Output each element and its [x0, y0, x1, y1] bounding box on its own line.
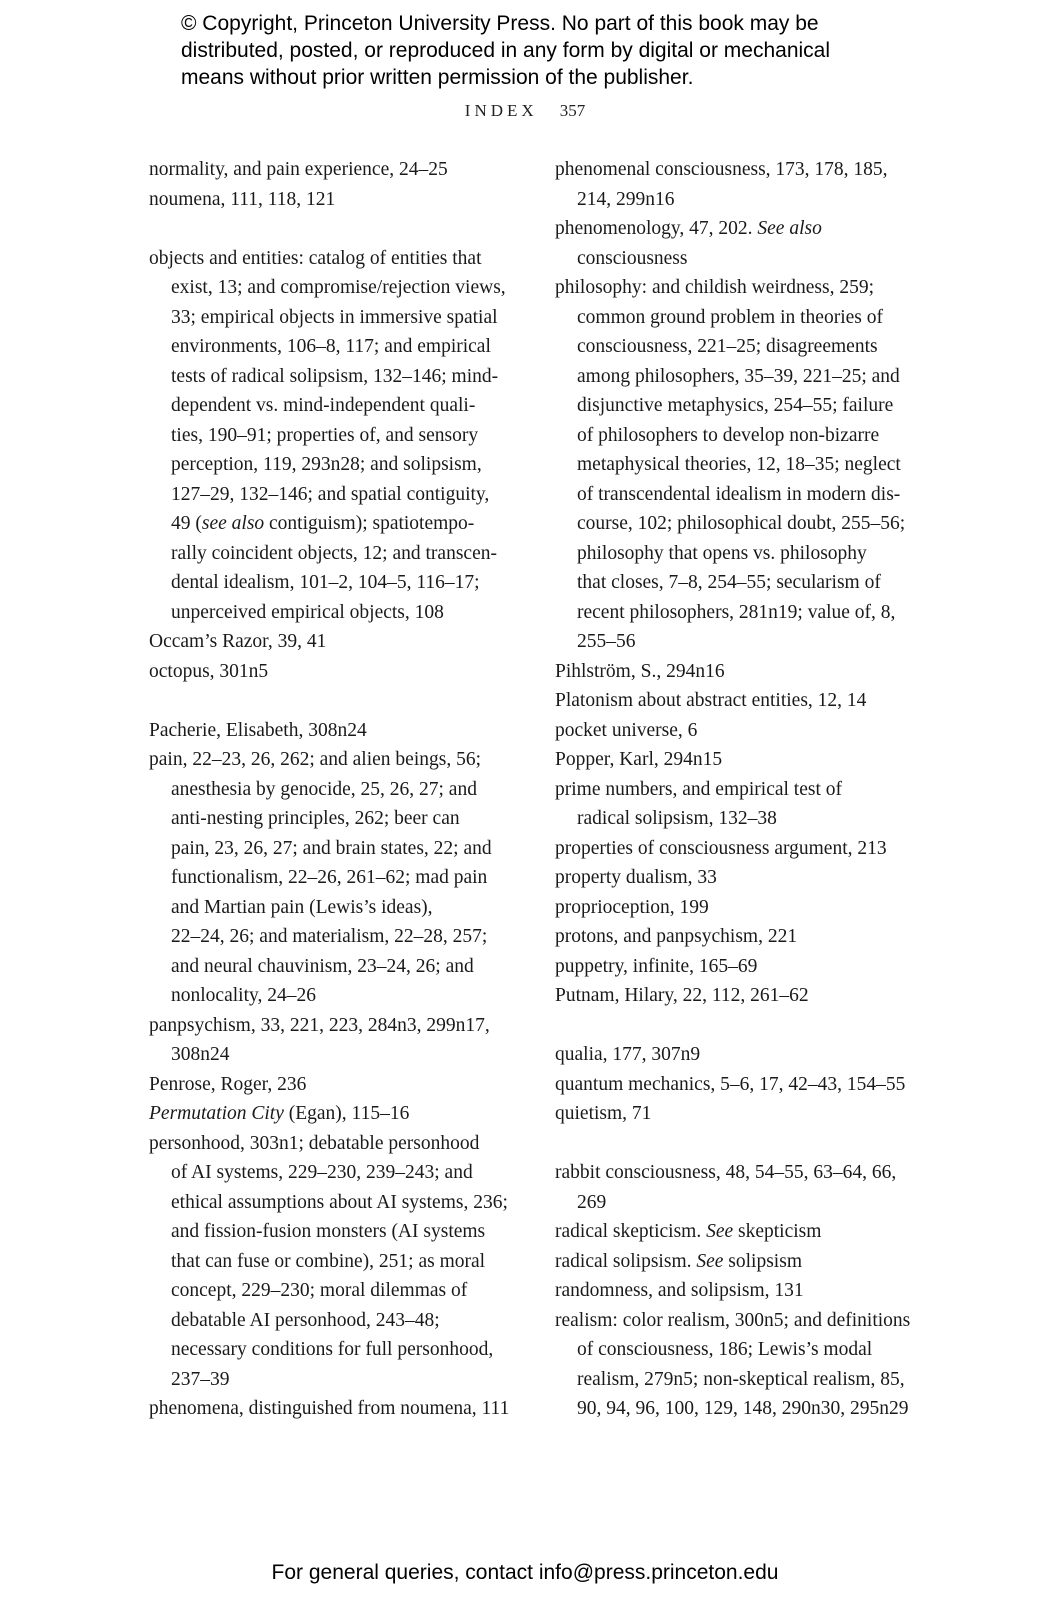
- index-entry: Platonism about abstract entities, 12, 14: [555, 690, 867, 711]
- index-entry: prime numbers, and empirical test of radical solipsism, 132–38: [555, 778, 842, 829]
- index-entry: realism: color realism, 300n5; and definitions of consciousness, 186; Lewis’s modal realism, 279n5; non-skeptical realism, 85, 90, 94, 96, 100, 129, 148, 290n30, 295n29: [555, 1309, 911, 1419]
- letter-group-gap: [149, 214, 523, 244]
- index-entry: radical solipsism. See solipsism: [555, 1250, 802, 1272]
- index-entry: radical skepticism. See skepticism: [555, 1221, 822, 1242]
- index-entry: phenomenology, 47, 202. See also consciousness: [555, 218, 822, 269]
- footer-contact: For general queries, contact info@press.princeton.edu: [271, 1561, 779, 1584]
- index-entry: protons, and panpsychism, 221: [555, 926, 798, 947]
- index-entry: quietism, 71: [555, 1103, 652, 1124]
- index-column-left: [149, 155, 523, 1424]
- index-entry: quantum mechanics, 5–6, 17, 42–43, 154–55: [555, 1073, 906, 1095]
- index-entry: puppetry, infinite, 165–69: [555, 955, 758, 977]
- letter-group-gap: [555, 1011, 930, 1041]
- index-entry: philosophy: and childish weirdness, 259; common ground problem in theories of consciousness, 221–25; disagreements among philosophers, 35–39, 221–25; and disjunctive metaphysics, 254–55; failure of philosophers to develop non-bizarre metaphysical theories, 12, 18–35; neglect of transcendental idealism in modern dis- course, 102; philosophical doubt, 255–56; philosophy that opens vs. philosophy that closes, 7–8, 254–55; secularism of recent philosophers, 281n19; value of, 8, 255–56: [555, 277, 906, 652]
- index-entry: Pihlström, S., 294n16: [555, 660, 725, 682]
- letter-group-gap: [555, 1129, 930, 1159]
- index-entry: properties of consciousness argument, 213: [555, 837, 887, 859]
- index-entry: Pacherie, Elisabeth, 308n24: [149, 719, 367, 741]
- index-entry: octopus, 301n5: [149, 660, 269, 682]
- index-entry: objects and entities: catalog of entities that exist, 13; and compromise/rejection views, 33; empirical objects in immersive spatial environments, 106–8, 117; and empirical tests of radical solipsism, 132–146; mind- dependent vs. mind-independent quali- ties, 190–91; properties of, and sensory perception, 119, 293n28; and solipsism, 127–29, 132–146; and spatial contiguity, 49 (see also contiguism); spatiotempo- rally coincident objects, 12; and transcen- dental idealism, 101–2, 104–5, 116–17; unperceived empirical objects, 108: [149, 247, 506, 623]
- index-entry: panpsychism, 33, 221, 223, 284n3, 299n17, 308n24: [149, 1014, 490, 1065]
- index-entry: phenomenal consciousness, 173, 178, 185, 214, 299n16: [555, 159, 888, 210]
- index-entry: pocket universe, 6: [555, 719, 698, 741]
- index-entry: noumena, 111, 118, 121: [149, 188, 336, 210]
- copyright-line-3: means without prior written permission of the publisher.: [181, 66, 694, 89]
- index-entry: proprioception, 199: [555, 896, 709, 918]
- index-entry: personhood, 303n1; debatable personhood of AI systems, 229–230, 239–243; and ethical assumptions about AI systems, 236; and fission-fusion monsters (AI systems that can fuse or combine), 251; as moral concept, 229–230; moral dilemmas of debatable AI personhood, 243–48; necessary conditions for full personhood, 237–39: [149, 1132, 508, 1390]
- index-entry: Popper, Karl, 294n15: [555, 749, 723, 770]
- copyright-line-1: © Copyright, Princeton University Press. No part of this book may be: [181, 12, 819, 35]
- index-entry: phenomena, distinguished from noumena, 111: [149, 1398, 510, 1419]
- index-column-right: [555, 155, 930, 1424]
- letter-group-gap: [149, 686, 523, 716]
- running-head: [0, 101, 1050, 121]
- running-head-title: INDEX: [464, 101, 538, 120]
- page-number: 357: [559, 101, 586, 120]
- copyright-notice: [181, 10, 901, 91]
- index-entry: randomness, and solipsism, 131: [555, 1280, 804, 1301]
- index-entry: Permutation City (Egan), 115–16: [149, 1103, 410, 1124]
- index-entry: Occam’s Razor, 39, 41: [149, 631, 327, 652]
- index-entry: Putnam, Hilary, 22, 112, 261–62: [555, 985, 809, 1006]
- index-entry: qualia, 177, 307n9: [555, 1044, 701, 1065]
- index-entry: property dualism, 33: [555, 867, 717, 888]
- index-entry: pain, 22–23, 26, 262; and alien beings, 56; anesthesia by genocide, 25, 26, 27; and anti-nesting principles, 262; beer can pain, 23, 26, 27; and brain states, 22; and functionalism, 22–26, 261–62; mad pain and Martian pain (Lewis’s ideas), 22–24, 26; and materialism, 22–28, 257; and neural chauvinism, 23–24, 26; and nonlocality, 24–26: [149, 749, 492, 1006]
- index-entry: rabbit consciousness, 48, 54–55, 63–64, 66, 269: [555, 1162, 897, 1213]
- copyright-line-2: distributed, posted, or reproduced in any form by digital or mechanical: [181, 39, 831, 62]
- index-entry: Penrose, Roger, 236: [149, 1073, 307, 1095]
- index-entry: normality, and pain experience, 24–25: [149, 159, 448, 180]
